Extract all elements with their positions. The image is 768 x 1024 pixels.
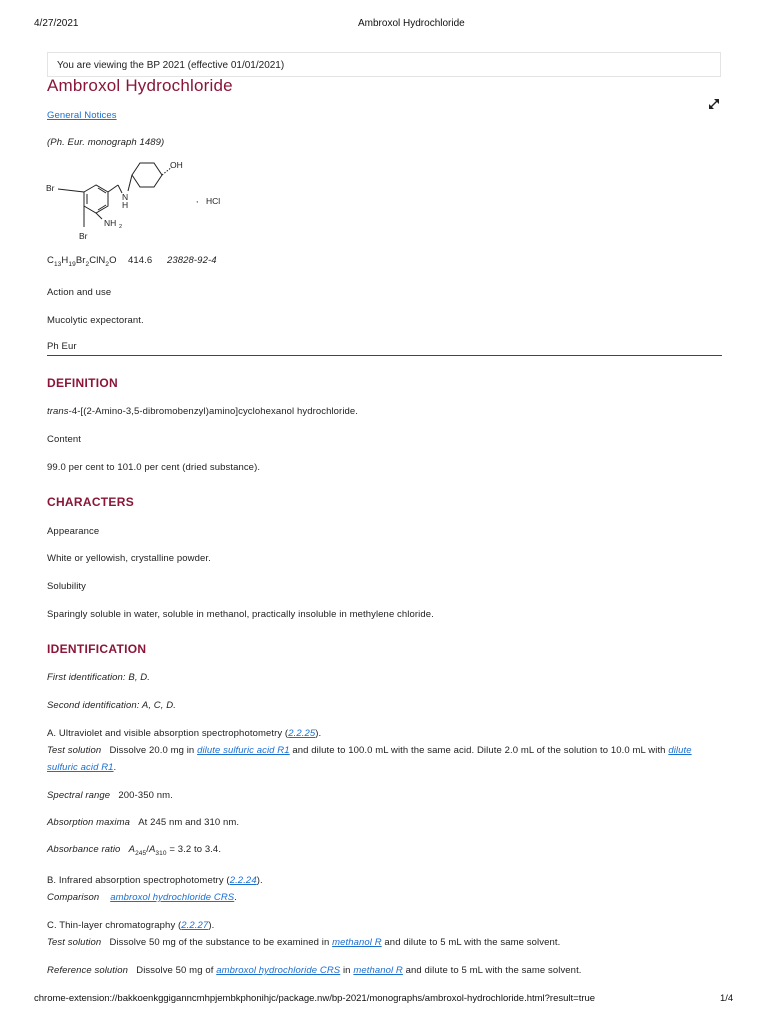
page-title: Ambroxol Hydrochloride — [47, 76, 233, 95]
expand-icon[interactable] — [707, 97, 721, 111]
test-c-reference: Reference solution Dissolve 50 mg of ambroxol hydrochloride CRS in methanol R and dilute to 5 mL with the same solvent. — [47, 965, 582, 976]
test-c-title: C. Thin-layer chromatography (2.2.27). — [47, 920, 215, 931]
test-b-comparison: Comparison ambroxol hydrochloride CRS. — [47, 892, 237, 903]
print-title: Ambroxol Hydrochloride — [358, 18, 465, 29]
chemical-structure — [44, 153, 234, 245]
divider — [47, 355, 722, 356]
nh2-label: NH — [104, 218, 117, 228]
action-use-text: Mucolytic expectorant. — [47, 315, 144, 326]
print-url: chrome-extension://bakkoenkggiganncmhpjembkphonihjc/package.nw/bp-2021/monographs/ambroxol-hydrochloride.html?result=true — [34, 993, 596, 1004]
solubility-value: Sparingly soluble in water, soluble in methanol, practically insoluble in methylene chloride. — [47, 609, 434, 620]
h-label: H — [122, 200, 129, 210]
molecular-weight: 414.6 — [128, 255, 153, 266]
n-label: N — [122, 192, 129, 202]
edition-banner: You are viewing the BP 2021 (effective 01/01/2021) — [47, 52, 721, 77]
nh2-subscript: 2 — [119, 224, 123, 230]
test-c-solution: Test solution Dissolve 50 mg of the substance to be examined in methanol R and dilute to 5 mL with the same solvent. — [47, 937, 561, 948]
monograph-reference: (Ph. Eur. monograph 1489) — [47, 137, 165, 148]
br-label-2: Br — [79, 231, 88, 241]
general-notices-link[interactable]: General Notices — [47, 110, 117, 121]
ref-link-2-2-25[interactable]: 2.2.25 — [288, 728, 316, 739]
test-b-title: B. Infrared absorption spectrophotometry (2.2.24). — [47, 875, 263, 886]
cas-number: 23828-92-4 — [167, 255, 217, 266]
ref-link-2-2-24[interactable]: 2.2.24 — [229, 875, 257, 886]
print-date: 4/27/2021 — [34, 18, 79, 29]
molecular-formula: $C_{13}H_{19}Br_2ClN_2O$ — [47, 255, 117, 268]
reagent-link-methanol-2[interactable]: methanol R — [353, 965, 403, 976]
content-value: 99.0 per cent to 101.0 per cent (dried substance). — [47, 462, 261, 473]
test-a-solution-cont: sulfuric acid R1. — [47, 762, 117, 773]
reagent-link-methanol[interactable]: methanol R — [332, 937, 382, 948]
crs-link-ambroxol[interactable]: ambroxol hydrochloride CRS — [110, 892, 235, 903]
second-identification: Second identification: A, C, D. — [47, 700, 176, 711]
ph-eur-marker: Ph Eur — [47, 341, 77, 352]
identification-heading: IDENTIFICATION — [47, 642, 147, 656]
first-identification: First identification: B, D. — [47, 672, 151, 683]
reagent-link-dilute-sulfuric-acid[interactable]: dilute sulfuric acid R1 — [197, 745, 290, 756]
reagent-link-dilute-sulfuric-acid-2b[interactable]: sulfuric acid R1 — [47, 762, 114, 773]
page-number: 1/4 — [720, 993, 734, 1004]
hcl-label: HCl — [206, 196, 221, 206]
crs-link-ambroxol-2[interactable]: ambroxol hydrochloride CRS — [216, 965, 341, 976]
action-use-heading: Action and use — [47, 287, 112, 298]
solubility-label: Solubility — [47, 581, 87, 592]
reagent-link-dilute-sulfuric-acid-2[interactable]: dilute — [668, 745, 692, 756]
test-a-title: A. Ultraviolet and visible absorption spectrophotometry (2.2.25). — [47, 728, 322, 739]
definition-heading: DEFINITION — [47, 376, 118, 390]
characters-heading: CHARACTERS — [47, 495, 134, 509]
br-label-1: Br — [46, 183, 55, 193]
definition-name: trans-4-[(2-Amino-3,5-dibromobenzyl)amino]cyclohexanol hydrochloride. — [47, 406, 359, 417]
comma-label: , — [196, 194, 199, 204]
ref-link-2-2-27[interactable]: 2.2.27 — [181, 920, 209, 931]
test-a-solution: Test solution Dissolve 20.0 mg in dilute sulfuric acid R1 and dilute to 100.0 mL with the same acid. Dilute 2.0 mL of the solution to 10.0 mL with dilute — [47, 745, 692, 756]
absorption-maxima: Absorption maxima At 245 nm and 310 nm. — [47, 817, 240, 828]
spectral-range: Spectral range 200-350 nm. — [47, 790, 173, 801]
oh-label: OH — [170, 160, 183, 170]
appearance-label: Appearance — [47, 526, 100, 537]
content-label: Content — [47, 434, 81, 445]
absorbance-ratio: Absorbance ratio $A_{245}/A_{310} = 3.2$ to 3.4. — [47, 844, 222, 857]
appearance-value: White or yellowish, crystalline powder. — [47, 553, 211, 564]
